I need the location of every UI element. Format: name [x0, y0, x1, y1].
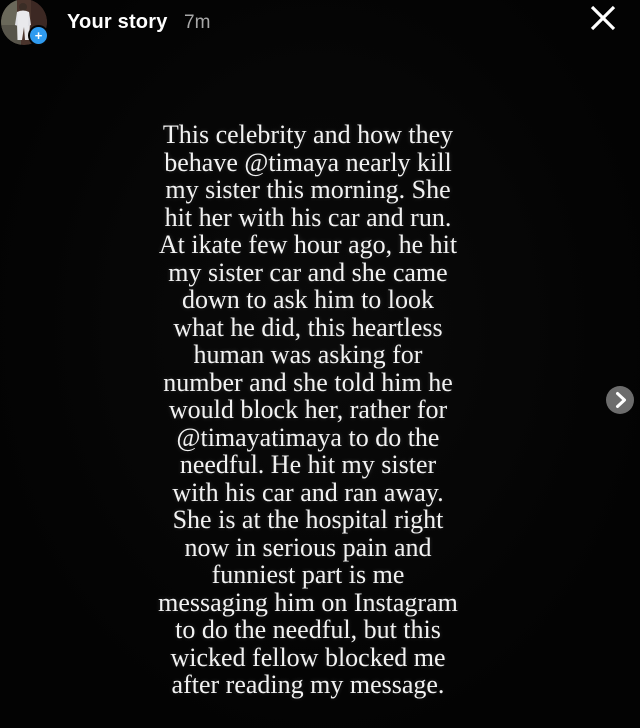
- story-text-line: She is at the hospital right: [172, 505, 444, 534]
- close-button[interactable]: [584, 0, 622, 38]
- story-text-line: down to ask him to look: [181, 285, 435, 314]
- story-text-line: This celebrity and how they: [162, 120, 454, 149]
- next-story-button[interactable]: [606, 386, 634, 414]
- story-text-line: would block her, rather for: [168, 395, 448, 424]
- story-text-line: @timayatimaya to do the: [176, 422, 440, 452]
- story-text-line: human was asking for: [193, 340, 423, 369]
- story-text-line: needful. He hit my sister: [179, 450, 437, 479]
- story-text-line: number and she told him he: [163, 367, 453, 397]
- close-icon: [586, 2, 620, 36]
- story-text-line: messaging him on Instagram: [158, 587, 458, 617]
- chevron-right-icon: [606, 386, 634, 414]
- plus-icon: +: [34, 27, 43, 43]
- add-story-badge[interactable]: [28, 25, 49, 46]
- story-text-line: my sister this morning. She: [165, 175, 451, 204]
- story-text-block: [98, 121, 518, 699]
- story-text-line: behave @timaya nearly kill: [164, 147, 452, 177]
- story-text-line: wicked fellow blocked me: [170, 642, 446, 672]
- story-title[interactable]: Your story: [67, 11, 168, 33]
- story-text-line: to do the needful, but this: [175, 615, 441, 644]
- story-header: [0, 0, 640, 56]
- story-text-line: At ikate few hour ago, he hit: [158, 230, 458, 259]
- story-timestamp: 7m: [184, 12, 211, 33]
- story-text-line: my sister car and she came: [168, 257, 448, 287]
- story-text-line: what he did, this heartless: [173, 312, 443, 342]
- avatar[interactable]: [1, 0, 47, 45]
- story-text-line: funniest part is me: [211, 560, 405, 589]
- story-text-line: after reading my message.: [171, 670, 445, 699]
- story-text-line: with his car and ran away.: [172, 477, 444, 507]
- story-text-line: now in serious pain and: [184, 532, 432, 562]
- story-text-line: hit her with his car and run.: [164, 202, 452, 232]
